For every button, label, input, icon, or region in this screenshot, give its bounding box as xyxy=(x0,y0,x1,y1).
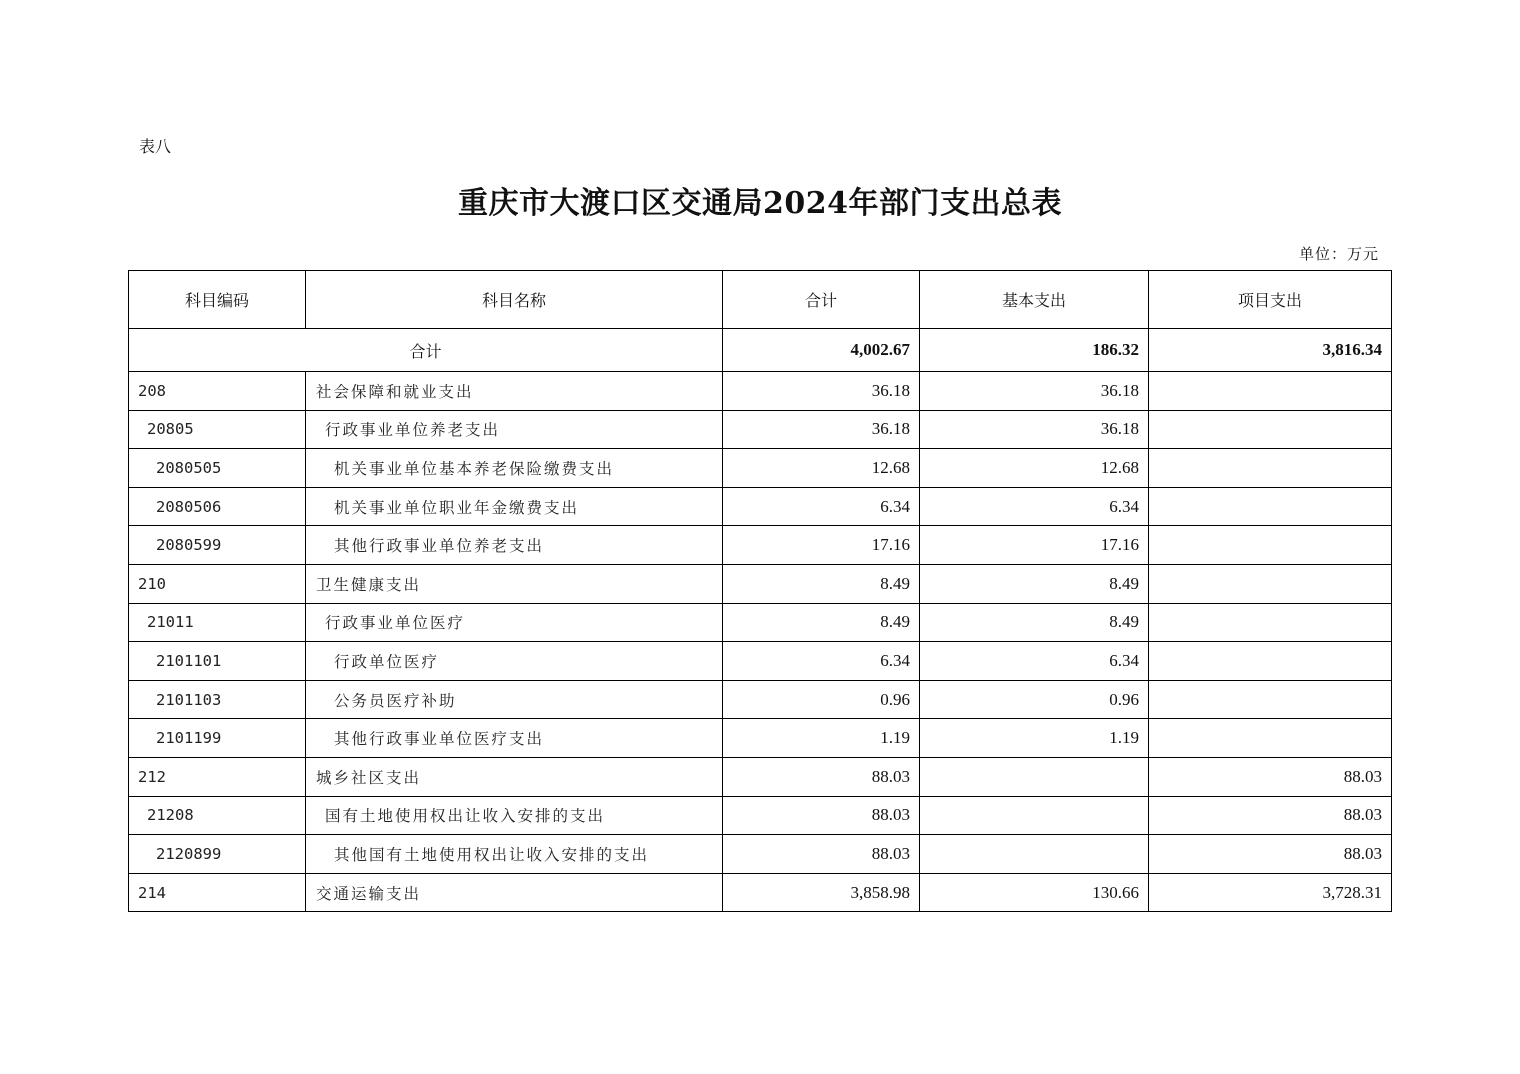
row-basic: 12.68 xyxy=(920,449,1149,488)
row-name: 其他国有土地使用权出让收入安排的支出 xyxy=(306,835,723,874)
row-name: 机关事业单位基本养老保险缴费支出 xyxy=(306,449,723,488)
row-project xyxy=(1149,372,1392,411)
table-row xyxy=(129,796,1392,835)
row-code: 21208 xyxy=(129,796,306,835)
row-basic: 17.16 xyxy=(920,526,1149,565)
row-project xyxy=(1149,449,1392,488)
row-basic: 130.66 xyxy=(920,873,1149,912)
row-total: 12.68 xyxy=(723,449,920,488)
row-name: 行政事业单位养老支出 xyxy=(306,410,723,449)
row-basic xyxy=(920,835,1149,874)
table-number: 表八 xyxy=(139,137,172,156)
row-code: 2080505 xyxy=(129,449,306,488)
row-project xyxy=(1149,410,1392,449)
row-total: 36.18 xyxy=(723,372,920,411)
row-total: 6.34 xyxy=(723,642,920,681)
table-row xyxy=(129,410,1392,449)
table-row xyxy=(129,719,1392,758)
expenditure-table xyxy=(128,270,1392,912)
page-title: 重庆市大渡口区交通局2024年部门支出总表 xyxy=(458,186,1062,221)
row-total: 17.16 xyxy=(723,526,920,565)
header-project: 项目支出 xyxy=(1149,271,1392,329)
row-basic xyxy=(920,757,1149,796)
row-project: 88.03 xyxy=(1149,757,1392,796)
row-basic: 1.19 xyxy=(920,719,1149,758)
row-code: 21011 xyxy=(129,603,306,642)
table-row xyxy=(129,449,1392,488)
row-name: 城乡社区支出 xyxy=(306,757,723,796)
row-total: 3,858.98 xyxy=(723,873,920,912)
table-row xyxy=(129,526,1392,565)
table-row xyxy=(129,564,1392,603)
row-total: 0.96 xyxy=(723,680,920,719)
row-code: 212 xyxy=(129,757,306,796)
row-code: 20805 xyxy=(129,410,306,449)
row-total: 8.49 xyxy=(723,603,920,642)
row-project xyxy=(1149,564,1392,603)
row-total: 1.19 xyxy=(723,719,920,758)
row-basic: 6.34 xyxy=(920,487,1149,526)
row-code: 2101101 xyxy=(129,642,306,681)
row-code: 2101103 xyxy=(129,680,306,719)
row-project: 88.03 xyxy=(1149,796,1392,835)
row-basic xyxy=(920,796,1149,835)
table-row xyxy=(129,757,1392,796)
row-name: 交通运输支出 xyxy=(306,873,723,912)
row-basic: 8.49 xyxy=(920,564,1149,603)
row-name: 其他行政事业单位养老支出 xyxy=(306,526,723,565)
row-code: 208 xyxy=(129,372,306,411)
row-code: 2120899 xyxy=(129,835,306,874)
header-basic: 基本支出 xyxy=(920,271,1149,329)
row-name: 机关事业单位职业年金缴费支出 xyxy=(306,487,723,526)
total-project: 3,816.34 xyxy=(1149,329,1392,372)
table-row xyxy=(129,873,1392,912)
row-name: 公务员医疗补助 xyxy=(306,680,723,719)
row-project xyxy=(1149,603,1392,642)
row-project xyxy=(1149,642,1392,681)
row-total: 8.49 xyxy=(723,564,920,603)
row-basic: 36.18 xyxy=(920,372,1149,411)
row-code: 214 xyxy=(129,873,306,912)
table-row xyxy=(129,603,1392,642)
total-label: 合计 xyxy=(129,329,723,372)
table-row xyxy=(129,642,1392,681)
table-row xyxy=(129,487,1392,526)
row-name: 国有土地使用权出让收入安排的支出 xyxy=(306,796,723,835)
table-row xyxy=(129,680,1392,719)
row-project xyxy=(1149,719,1392,758)
row-project: 88.03 xyxy=(1149,835,1392,874)
row-basic: 8.49 xyxy=(920,603,1149,642)
header-total: 合计 xyxy=(723,271,920,329)
row-name: 行政单位医疗 xyxy=(306,642,723,681)
row-total: 88.03 xyxy=(723,757,920,796)
row-basic: 6.34 xyxy=(920,642,1149,681)
total-total: 4,002.67 xyxy=(723,329,920,372)
row-name: 社会保障和就业支出 xyxy=(306,372,723,411)
row-total: 88.03 xyxy=(723,796,920,835)
row-total: 6.34 xyxy=(723,487,920,526)
row-basic: 0.96 xyxy=(920,680,1149,719)
row-code: 2080506 xyxy=(129,487,306,526)
row-project xyxy=(1149,680,1392,719)
header-name: 科目名称 xyxy=(306,271,723,329)
table-row xyxy=(129,835,1392,874)
row-basic: 36.18 xyxy=(920,410,1149,449)
row-code: 210 xyxy=(129,564,306,603)
row-name: 行政事业单位医疗 xyxy=(306,603,723,642)
total-row xyxy=(129,329,1392,372)
unit-label: 单位：万元 xyxy=(1298,245,1379,263)
row-name: 其他行政事业单位医疗支出 xyxy=(306,719,723,758)
row-project xyxy=(1149,526,1392,565)
total-basic: 186.32 xyxy=(920,329,1149,372)
row-project: 3,728.31 xyxy=(1149,873,1392,912)
row-project xyxy=(1149,487,1392,526)
row-code: 2080599 xyxy=(129,526,306,565)
row-name: 卫生健康支出 xyxy=(306,564,723,603)
row-code: 2101199 xyxy=(129,719,306,758)
table-row xyxy=(129,372,1392,411)
header-code: 科目编码 xyxy=(129,271,306,329)
row-total: 88.03 xyxy=(723,835,920,874)
row-total: 36.18 xyxy=(723,410,920,449)
table-header-row xyxy=(129,271,1392,329)
